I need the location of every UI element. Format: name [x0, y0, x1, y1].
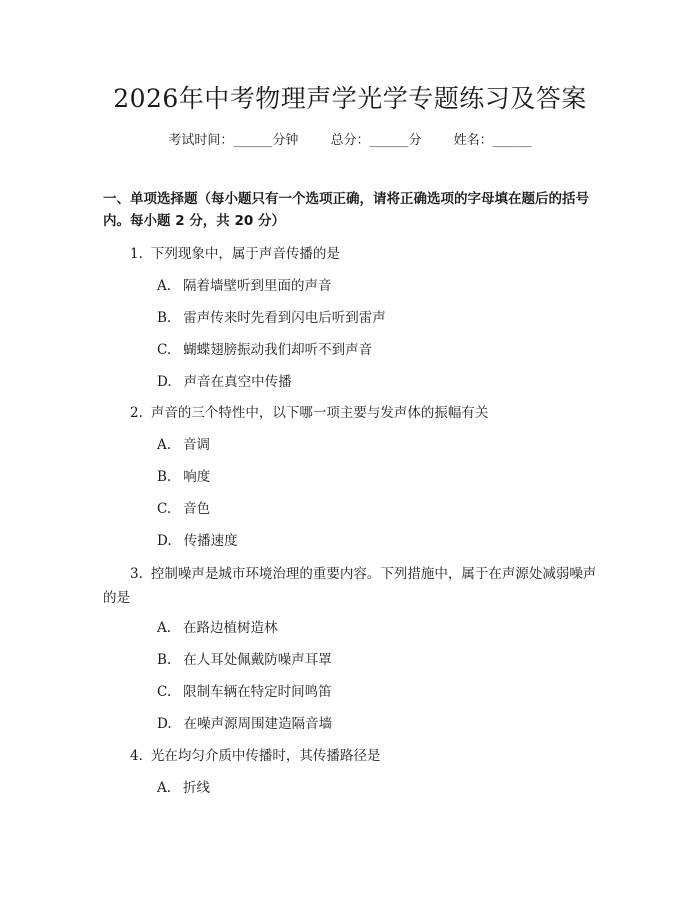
question-1-option-a [157, 276, 332, 296]
question-3 [103, 562, 598, 610]
option-text: 响度 [183, 469, 211, 485]
exam-time: 考试时间：______分钟 [168, 133, 299, 148]
question-2-option-a [157, 435, 210, 455]
question-2-option-c [157, 499, 210, 519]
option-text: 雷声传来时先看到闪电后听到雷声 [183, 310, 386, 326]
question-2 [130, 403, 488, 423]
option-text: 在人耳处佩戴防噪声耳罩 [183, 652, 332, 668]
question-1-option-b [157, 308, 386, 328]
option-letter: C. [157, 342, 172, 358]
option-letter: A. [157, 780, 172, 796]
option-text: 折线 [183, 780, 211, 796]
option-letter: B. [157, 310, 172, 326]
question-4 [130, 746, 380, 766]
question-number: 4. [130, 748, 143, 764]
question-number: 3. [130, 566, 143, 582]
question-3-option-d [157, 714, 332, 734]
question-3-option-a [157, 618, 278, 638]
page-title: 2026年中考物理声学光学专题练习及答案 [113, 84, 587, 113]
option-letter: D. [157, 533, 172, 549]
option-letter: A. [157, 620, 172, 636]
question-text: 下列现象中，属于声音传播的是 [150, 246, 340, 262]
option-letter: C. [157, 684, 172, 700]
option-text: 在噪声源周围建造隔音墙 [183, 716, 333, 732]
question-1-option-c [157, 340, 372, 360]
option-letter: B. [157, 469, 172, 485]
option-text: 限制车辆在特定时间鸣笛 [183, 684, 332, 700]
question-number: 1. [130, 246, 143, 262]
total-score: 总分：______分 [330, 133, 422, 148]
exam-meta [0, 131, 700, 151]
question-3-option-c [157, 682, 332, 702]
option-letter: D. [157, 716, 172, 732]
option-letter: D. [157, 374, 172, 390]
question-text: 声音的三个特性中，以下哪一项主要与发声体的振幅有关 [150, 405, 489, 421]
question-2-option-b [157, 467, 210, 487]
option-letter: A. [157, 437, 172, 453]
section-heading: 一、单项选择题（每小题只有一个选项正确，请将正确选项的字母填在题后的括号内。每小题 2 分，共 20 分） [103, 191, 589, 229]
option-letter: C. [157, 501, 172, 517]
question-3-option-b [157, 650, 332, 670]
option-text: 蝴蝶翅膀振动我们却听不到声音 [183, 342, 373, 358]
question-1 [130, 244, 340, 264]
option-text: 音色 [183, 501, 211, 517]
option-text: 隔着墙壁听到里面的声音 [183, 278, 332, 294]
student-name: 姓名：______ [453, 133, 532, 148]
question-4-option-a [157, 778, 210, 798]
option-text: 传播速度 [183, 533, 238, 549]
option-text: 在路边植树造林 [183, 620, 278, 636]
option-text: 音调 [183, 437, 211, 453]
question-number: 2. [130, 405, 143, 421]
question-text: 控制噪声是城市环境治理的重要内容。下列措施中，属于在声源处减弱噪声的是 [103, 566, 597, 606]
question-text: 光在均匀介质中传播时，其传播路径是 [150, 748, 381, 764]
option-text: 声音在真空中传播 [183, 374, 292, 390]
option-letter: A. [157, 278, 172, 294]
question-1-option-d [157, 372, 292, 392]
option-letter: B. [157, 652, 172, 668]
question-2-option-d [157, 531, 238, 551]
